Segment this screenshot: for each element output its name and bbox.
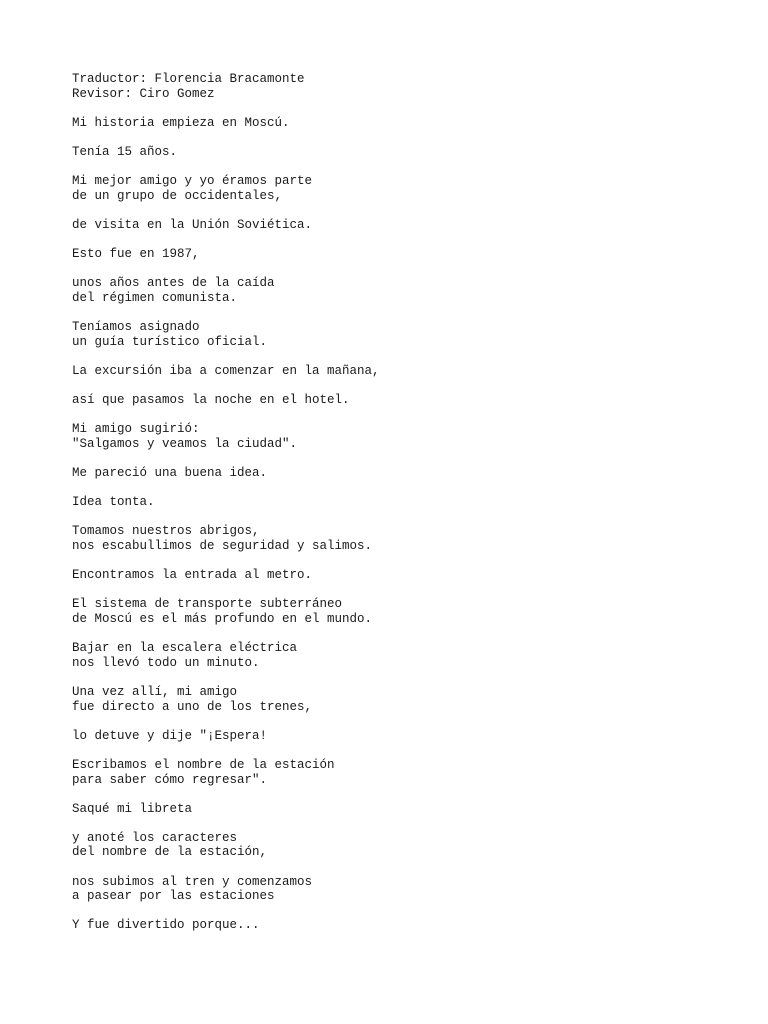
paragraph <box>72 641 732 670</box>
paragraph <box>72 174 732 203</box>
text-line: nos escabullimos de seguridad y salimos. <box>72 539 373 553</box>
paragraph <box>72 597 732 626</box>
paragraph <box>72 218 732 233</box>
text-line: para saber cómo regresar". <box>72 772 268 787</box>
paragraph <box>72 320 732 349</box>
document-body <box>72 72 732 948</box>
text-line: unos años antes de la caída <box>72 276 275 291</box>
text-line: así que pasamos la noche en el hotel. <box>72 393 350 408</box>
paragraph <box>72 758 732 787</box>
text-line: El sistema de transporte subterráneo <box>72 597 343 612</box>
paragraph <box>72 568 732 583</box>
text-line: de Moscú es el más profundo en el mundo. <box>72 611 373 626</box>
text-line: Y fue divertido porque... <box>72 918 260 933</box>
paragraph <box>72 875 732 904</box>
text-line: fue directo a uno de los trenes, <box>72 699 313 714</box>
paragraph <box>72 393 732 408</box>
text-line: Escribamos el nombre de la estación <box>72 757 335 772</box>
text-line: Esto fue en 1987, <box>72 247 200 262</box>
reviewer-line: Revisor: Ciro Gomez <box>72 86 215 101</box>
text-line: de visita en la Unión Soviética. <box>72 217 313 232</box>
text-line: Bajar en la escalera eléctrica <box>72 641 298 656</box>
text-line: nos llevó todo un minuto. <box>72 655 260 670</box>
credits-paragraph <box>72 72 732 101</box>
paragraph <box>72 466 732 481</box>
text-line: lo detuve y dije "¡Espera! <box>72 728 268 743</box>
text-line: de un grupo de occidentales, <box>72 188 283 203</box>
paragraph <box>72 831 732 860</box>
text-line: del régimen comunista. <box>72 290 238 305</box>
text-line: Saqué mi libreta <box>72 801 193 816</box>
text-line: La excursión iba a comenzar en la mañana, <box>72 363 380 378</box>
text-line: a pasear por las estaciones <box>72 889 275 904</box>
paragraph <box>72 729 732 744</box>
text-line: Teníamos asignado <box>72 320 200 335</box>
text-line: Encontramos la entrada al metro. <box>72 568 313 583</box>
text-line: Tenía 15 años. <box>72 144 178 159</box>
translator-line: Traductor: Florencia Bracamonte <box>72 72 305 86</box>
paragraph <box>72 364 732 379</box>
paragraph <box>72 422 732 451</box>
text-line: Tomamos nuestros abrigos, <box>72 524 260 539</box>
text-line: un guía turístico oficial. <box>72 334 268 349</box>
paragraph <box>72 247 732 262</box>
paragraph <box>72 918 732 933</box>
text-line: "Salgamos y veamos la ciudad". <box>72 436 298 451</box>
paragraph <box>72 802 732 817</box>
paragraph <box>72 685 732 714</box>
text-line: y anoté los caracteres <box>72 830 238 845</box>
text-line: Me pareció una buena idea. <box>72 466 268 481</box>
paragraph <box>72 145 732 160</box>
paragraph <box>72 276 732 305</box>
text-line: Mi mejor amigo y yo éramos parte <box>72 174 313 189</box>
text-line: Idea tonta. <box>72 495 155 510</box>
text-line: Mi historia empieza en Moscú. <box>72 115 290 130</box>
text-line: del nombre de la estación, <box>72 845 268 860</box>
text-line: Una vez allí, mi amigo <box>72 684 238 699</box>
paragraph <box>72 495 732 510</box>
paragraph <box>72 524 732 553</box>
paragraph <box>72 116 732 131</box>
text-line: nos subimos al tren y comenzamos <box>72 874 313 889</box>
text-line: Mi amigo sugirió: <box>72 422 200 437</box>
